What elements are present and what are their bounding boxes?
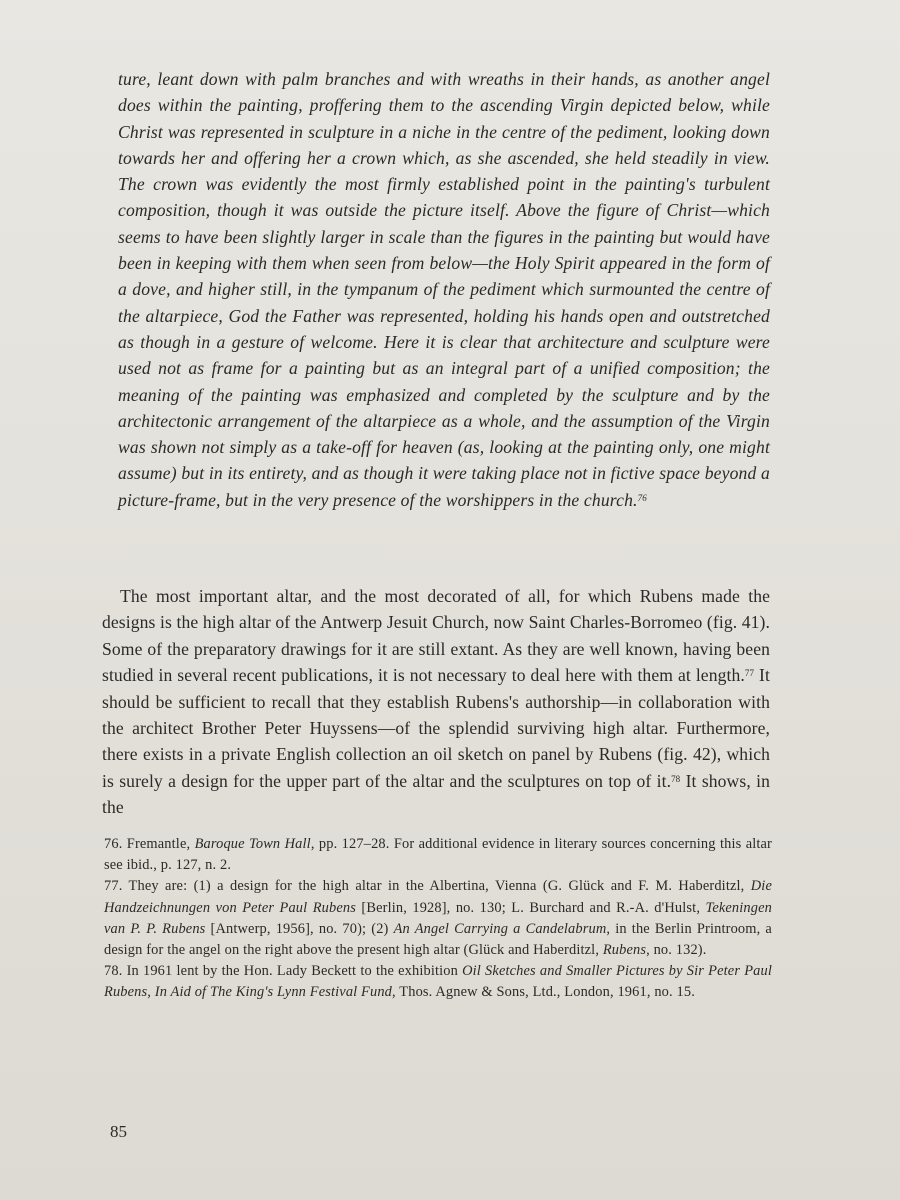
footnote-title: Rubens [602, 942, 647, 959]
footnote-text: In 1961 lent by the Hon. Lady Beckett to the exhibition [122, 963, 463, 980]
footnote-ref-76[interactable]: 76 [637, 492, 647, 503]
footnote-title: Oil Sketches and Smaller Pictures by Sir Peter Paul Rubens, In Aid of The King's Lynn Festival Fund [104, 963, 772, 1001]
footnote-text: They are: (1) a design for the high altar in the Albertina, Vienna (G. Glück and F. M. Haberditzl, [122, 878, 751, 895]
quote-paragraph [118, 66, 770, 513]
footnote-text: [Berlin, 1928], no. 130; L. Burchard and R.-A. d'Hulst, [355, 899, 706, 916]
quote-text: ture, leant down with palm branches and with wreaths in their hands, as another angel does within the painting, proffering them to the ascending Virgin depicted below, while Christ was represented in sculpture in a niche in the centre of the pediment, looking down towards her and offering her a crown which, as she ascended, she held steadily in view. The crown was evidently the most firmly established point in the painting's turbulent composition, though it was outside the picture itself. Above the figure of Christ—which seems to have been slightly larger in scale than the figures in the painting but would have been in keeping with them when seen from below—the Holy Spirit appeared in the form of a dove, and higher still, in the tympanum of the pediment which surmounted the centre of the altarpiece, God the Father was represented, holding his hands open and outstretched as though in a gesture of welcome. Here it is clear that architecture and sculpture were used not as frame for a painting but as an integral part of a unified composition; the meaning of the painting was emphasized and completed by the sculpture and by the architectonic arrangement of the altarpiece as a whole, and the assumption of the Virgin was shown not simply as a take-off for heaven (as, looking at the painting only, one might assume) but in its entirety, and as though it were taking place not in fictive space beyond a picture-frame, but in the very presence of the worshippers in the church. [118, 69, 770, 510]
footnote-ref-78[interactable]: 78 [671, 773, 681, 784]
footnote-76 [104, 834, 772, 876]
footnote-number: 78. [104, 963, 123, 980]
body-segment: The most important altar, and the most decorated of all, for which Rubens made the designs is the high altar of the Antwerp Jesuit Church, now Saint Charles-Borromeo (fig. 41). Some of the preparatory drawings for it are still extant. As they are well known, having been studied in several recent publications, it is not necessary to deal here with them at length. [102, 586, 770, 686]
italic-quoted-passage [118, 66, 770, 513]
footnote-title: Tekeningen van P. P. Rubens [104, 899, 772, 937]
footnote-text: [Antwerp, 1956], no. 70); (2) [205, 920, 394, 937]
footnote-text: , pp. 127–28. For additional evidence in literary sources concerning this altar see ibid., p. 127, n. 2. [104, 836, 773, 874]
footnote-title: Baroque Town Hall [194, 836, 311, 852]
footnote-text: , Thos. Agnew & Sons, Ltd., London, 1961, no. 15. [392, 984, 695, 1001]
footnote-78 [104, 961, 772, 1003]
footnote-text: Fremantle, [122, 836, 195, 852]
body-segment: It shows, in the [102, 770, 770, 818]
page-number: 85 [110, 1122, 127, 1141]
main-body-text [102, 583, 770, 821]
footnote-title: Die Handzeichnungen von Peter Paul Rubens [104, 878, 772, 916]
footnote-number: 76. [104, 836, 123, 852]
footnotes-section [104, 834, 772, 1004]
footnote-77 [104, 876, 772, 961]
footnote-text: , in the Berlin Printroom, a design for the angel on the right above the present high altar (Glück and Haberditzl, [104, 920, 772, 959]
footnote-ref-77[interactable]: 77 [744, 668, 755, 679]
footnote-text: , no. 132). [646, 942, 707, 959]
body-segment: It should be sufficient to recall that they establish Rubens's authorship—in collaboration with the architect Brother Peter Huyssens—of the splendid surviving high altar. Furthermore, there exists in a private English collection an oil sketch on panel by Rubens (fig. 42), which is surely a design for the upper part of the altar and the sculptures on top of it. [102, 665, 770, 791]
footnote-title: An Angel Carrying a Candelabrum [393, 920, 607, 937]
footnote-number: 77. [104, 878, 123, 895]
body-paragraph [102, 583, 770, 821]
